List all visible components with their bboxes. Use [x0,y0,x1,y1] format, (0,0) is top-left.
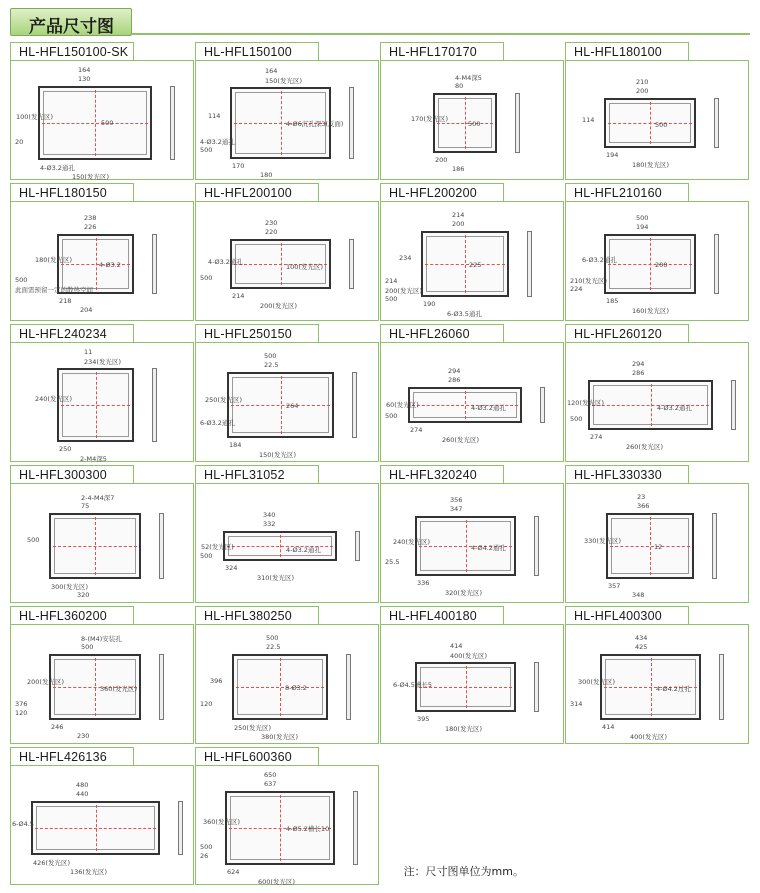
dimension-label: 此面需预留一定的散热空间 [15,286,93,294]
dimension-label: 348 [632,591,645,599]
dimension-label: 500 [200,552,213,560]
dimension-label: 114 [208,112,221,120]
dimension-label: 500 [101,119,114,127]
dimension-label: 400(发光区) [450,652,487,660]
dimension-label: 185 [606,297,619,305]
dimension-label: 500 [385,412,398,420]
panel-outline [49,513,141,579]
dimension-label: 294 [448,367,461,375]
model-tab [565,42,689,61]
side-profile [159,513,164,579]
side-profile [346,654,351,720]
model-tab [565,183,689,202]
panel-outline [57,368,134,442]
model-name: HL-HFL150100 [204,45,292,59]
dimension-label: 204 [80,306,93,314]
dimension-label: 150(发光区) [265,77,302,85]
dimension-label: 194 [636,223,649,231]
model-card [380,324,564,464]
dimension-label: 200 [435,156,448,164]
model-tab [565,606,689,625]
dimension-label: 310(发光区) [257,574,294,582]
dimension-label: 230 [77,732,90,740]
side-profile [170,86,175,160]
dimension-label: 120 [200,700,213,708]
side-profile [159,654,164,720]
dimension-label: 23 [637,493,646,501]
dimension-label: 238 [84,214,97,222]
dimension-label: 130 [78,75,91,83]
dimension-label: 380(发光区) [261,733,298,741]
model-tab [195,183,319,202]
dimension-label: 214 [232,292,245,300]
model-name: HL-HFL180100 [574,45,662,59]
model-card [565,324,749,464]
section-header [10,8,132,36]
side-profile [352,372,357,438]
model-tab [195,747,319,766]
model-card [10,324,194,464]
dimension-label: 4-Ø3.2通孔 [657,404,692,412]
units-note: 注：尺寸图单位为mm。 [403,865,524,878]
model-tab [10,324,134,343]
model-name: HL-HFL320240 [389,468,477,482]
dimension-label: 225 [469,261,482,269]
center-line-horizontal [61,405,130,406]
dimension-label: 4-Ø4.2通孔 [471,544,506,552]
dimension-label: 240(发光区) [35,395,72,403]
drawing-panel [565,624,749,744]
dimension-label: 330(发光区) [584,537,621,545]
dimension-label: 480 [76,781,89,789]
model-card [380,42,564,182]
drawing-panel [195,483,379,603]
model-name: HL-HFL31052 [204,468,285,482]
drawing-panel [195,201,379,321]
dimension-label: 500 [266,634,279,642]
side-profile [714,98,719,148]
drawing-panel [565,201,749,321]
dimension-label: 340 [263,511,276,519]
dimension-label: 150(发光区) [72,173,109,181]
drawing-panel [10,201,194,321]
dimension-label: 180(发光区) [632,161,669,169]
panel-outline [433,93,497,153]
dimension-label: 25.5 [385,558,400,566]
drawing-panel [380,342,564,462]
model-tab [380,465,504,484]
side-profile [353,791,358,865]
dimension-label: 75 [81,502,90,510]
dimension-label: 230 [265,219,278,227]
dimension-label: 200 [636,87,649,95]
dimension-label: 324 [225,564,238,572]
dimension-label: 400(发光区) [630,733,667,741]
model-name: HL-HFL240234 [19,327,107,341]
model-tab [380,606,504,625]
side-profile [527,231,532,297]
dimension-label: 500 [655,121,668,129]
dimension-label: 194 [606,151,619,159]
model-name: HL-HFL360200 [19,609,107,623]
panel-outline [227,372,334,438]
dimension-label: 6-Ø3.2通孔 [200,419,235,427]
drawing-panel [380,60,564,180]
dimension-label: 414 [602,723,615,731]
dimension-label: 250 [59,445,72,453]
dimension-label: 500 [200,843,213,851]
dimension-label: 120(发光区) [567,399,604,407]
center-line-horizontal [425,264,505,265]
dimension-label: 286 [448,376,461,384]
dimension-label: 8-(M4)安装孔 [81,635,122,643]
dimension-label: 210(发光区) [570,277,607,285]
dimension-label: 274 [590,433,603,441]
model-tab [195,324,319,343]
side-profile [540,387,545,423]
model-card [10,747,194,887]
dimension-label: 186 [452,165,465,173]
header-divider [130,33,750,35]
model-card [195,324,379,464]
side-profile [355,531,360,561]
dimension-label: 376 [15,700,28,708]
model-name: HL-HFL26060 [389,327,470,341]
dimension-label: 160(发光区) [632,307,669,315]
model-card [380,183,564,323]
model-card [565,606,749,746]
model-name: HL-HFL210160 [574,186,662,200]
model-tab [195,465,319,484]
dimension-label: 234(发光区) [84,358,121,366]
panel-outline [421,231,509,297]
side-profile [714,234,719,294]
dimension-label: 347 [450,505,463,513]
model-tab [565,324,689,343]
dimension-label: 624 [227,868,240,876]
model-name: HL-HFL600360 [204,750,292,764]
dimension-label: 4-Ø3.2通孔 [471,404,506,412]
dimension-label: 52(发光区) [201,543,234,551]
drawing-panel [10,765,194,885]
dimension-label: 360(发光区) [203,818,240,826]
dimension-label: 22.5 [266,643,281,651]
model-tab [10,747,134,766]
dimension-label: 294 [632,360,645,368]
dimension-label: 336 [417,579,430,587]
panel-outline [31,801,160,855]
dimension-label: 246 [51,723,64,731]
drawing-panel [195,765,379,885]
dimension-label: 250(发光区) [234,724,271,732]
dimension-label: 360(发光区) [100,685,137,693]
dimension-label: 4-Ø5.2槽长10 [286,825,330,833]
dimension-label: 12 [654,543,663,551]
center-line-horizontal [610,546,690,547]
model-card [195,183,379,323]
model-tab [380,183,504,202]
drawing-panel [565,483,749,603]
model-name: HL-HFL330330 [574,468,662,482]
dimension-label: 136(发光区) [70,868,107,876]
dimension-label: 224 [570,285,583,293]
center-line-horizontal [231,405,330,406]
dimension-label: 264 [286,402,299,410]
dimension-label: 500 [468,120,481,128]
dimension-label: 396 [210,677,223,685]
dimension-label: 4-Ø3.2 [99,261,121,269]
model-name: HL-HFL250150 [204,327,292,341]
side-profile [349,87,354,159]
dimension-label: 274 [410,426,423,434]
dimension-label: 366 [637,502,650,510]
side-profile [534,662,539,712]
dimension-label: 300(发光区) [578,678,615,686]
dimension-label: 200(发光区) [27,678,64,686]
model-card [565,183,749,323]
side-profile [178,801,183,855]
dimension-label: 500 [81,643,94,651]
model-card [10,606,194,746]
dimension-label: 4-Ø3.2通孔 [208,258,243,266]
model-tab [565,465,689,484]
side-profile [534,516,539,576]
center-line-horizontal [608,264,692,265]
dimension-label: 4-Ø3.2通孔 [200,138,235,146]
dimension-label: 226 [84,223,97,231]
drawing-panel [195,60,379,180]
dimension-label: 500 [636,214,649,222]
dimension-label: 320(发光区) [445,589,482,597]
dimension-label: 4-Ø3.2通孔 [286,546,321,554]
dimension-label: 4-Ø3.2通孔 [40,164,75,172]
dimension-label: 6-Ø3.2通孔 [582,256,617,264]
model-name: HL-HFL300300 [19,468,107,482]
side-profile [515,93,520,153]
dimension-label: 80 [455,82,464,90]
dimension-label: 184 [229,441,242,449]
dimension-label: 500 [15,276,28,284]
model-tab [195,42,319,61]
model-tab [195,606,319,625]
panel-outline [38,86,152,160]
model-card [10,465,194,605]
center-line-horizontal [42,123,148,124]
dimension-label: 220 [265,228,278,236]
drawing-panel [10,342,194,462]
dimension-label: 314 [570,700,583,708]
model-name: HL-HFL200200 [389,186,477,200]
center-line-horizontal [236,687,324,688]
dimension-label: 180 [260,171,273,179]
dimension-label: 600(发光区) [258,878,295,886]
dimension-label: 500 [385,295,398,303]
model-name: HL-HFL426136 [19,750,107,764]
model-card [195,42,379,182]
drawing-panel [565,342,749,462]
drawing-panel [10,624,194,744]
panel-outline [604,234,696,294]
model-name: HL-HFL180150 [19,186,107,200]
dimension-label: 20 [15,138,24,146]
model-name: HL-HFL400180 [389,609,477,623]
dimension-label: 2-M4深5 [80,455,107,463]
model-name: HL-HFL170170 [389,45,477,59]
dimension-label: 320 [77,591,90,599]
dimension-label: 218 [59,297,72,305]
dimension-label: 214 [385,277,398,285]
model-card [565,465,749,605]
dimension-label: 500 [264,352,277,360]
dimension-label: 260(发光区) [626,443,663,451]
drawing-panel [565,60,749,180]
drawing-panel [380,483,564,603]
dimension-label: 286 [632,369,645,377]
dimension-label: 4-Ø6沉孔深3(反面) [286,120,344,128]
model-card [10,183,194,323]
dimension-label: 6-Ø3.5通孔 [447,310,482,318]
dimension-label: 357 [608,582,621,590]
dimension-label: 210 [636,78,649,86]
dimension-label: 114 [582,116,595,124]
dimension-label: 4-Ø4.2过孔 [656,685,691,693]
dimension-label: 170(发光区) [411,115,448,123]
model-card [380,465,564,605]
dimension-label: 100(发光区) [16,113,53,121]
panel-outline [588,380,713,430]
dimension-label: 8-Ø3.2 [285,684,307,692]
dimension-label: 300(发光区) [51,583,88,591]
center-line-horizontal [35,828,156,829]
dimension-label: 180(发光区) [445,725,482,733]
dimension-label: 434 [635,634,648,642]
dimension-label: 500 [200,146,213,154]
dimension-label: 650 [264,771,277,779]
dimension-label: 2-4-M4深7 [81,494,115,502]
drawing-panel [10,60,194,180]
dimension-label: 170 [232,162,245,170]
dimension-label: 164 [265,67,278,75]
drawing-panel [380,201,564,321]
dimension-label: 200 [452,220,465,228]
model-name: HL-HFL400300 [574,609,662,623]
model-name: HL-HFL150100-SK [19,45,129,59]
dimension-label: 240(发光区) [393,538,430,546]
dimension-label: 500 [27,536,40,544]
drawing-panel [195,624,379,744]
dimension-label: 425 [635,643,648,651]
dimension-label: 426(发光区) [33,859,70,867]
dimension-label: 6-Ø4.5槽长5 [393,681,433,689]
drawing-panel [380,624,564,744]
dimension-label: 637 [264,780,277,788]
dimension-label: 260(发光区) [442,436,479,444]
section-title: 产品尺寸图 [29,17,114,37]
dimension-label: 414 [450,642,463,650]
side-profile [152,368,157,442]
center-line-horizontal [419,687,512,688]
dimension-label: 180(发光区) [35,256,72,264]
panel-outline [604,98,696,148]
dimension-label: 190 [423,300,436,308]
dimension-label: 22.5 [264,361,279,369]
model-card [195,606,379,746]
dimension-label: 200(发光区) [260,302,297,310]
dimension-label: 440 [76,790,89,798]
center-line-horizontal [437,123,493,124]
dimension-label: 356 [450,496,463,504]
center-line-horizontal [53,546,137,547]
model-tab [10,42,134,61]
dimension-label: 395 [417,715,430,723]
side-profile [349,239,354,289]
dimension-label: 150(发光区) [259,451,296,459]
model-name: HL-HFL200100 [204,186,292,200]
model-tab [10,183,134,202]
model-card [195,465,379,605]
dimension-label: 332 [263,520,276,528]
drawing-panel [10,483,194,603]
center-line-horizontal [608,123,692,124]
model-tab [380,42,504,61]
dimension-label: 500 [570,415,583,423]
dimension-label: 4-M4深5 [455,74,482,82]
dimension-label: 200 [655,261,668,269]
dimension-label: 500 [200,274,213,282]
panel-outline [606,513,694,579]
model-card [10,42,194,182]
drawing-panel [195,342,379,462]
dimension-label: 100(发光区) [286,263,323,271]
model-card [380,606,564,746]
dimension-label: 6-Ø4.5 [12,820,34,828]
model-name: HL-HFL380250 [204,609,292,623]
dimension-label: 60(发光区) [386,401,419,409]
model-tab [10,465,134,484]
dimension-label: 214 [452,211,465,219]
dimension-label: 200(发光区) [385,287,422,295]
side-profile [152,234,157,294]
side-profile [719,654,724,720]
model-card [565,42,749,182]
dimension-label: 11 [84,348,93,356]
dimension-label: 250(发光区) [205,396,242,404]
side-profile [712,513,717,579]
side-profile [731,380,736,430]
dimension-label: 26 [200,852,209,860]
dimension-label: 234 [399,254,412,262]
model-tab [380,324,504,343]
model-tab [10,606,134,625]
model-name: HL-HFL260120 [574,327,662,341]
model-card [195,747,379,887]
panel-outline [232,654,328,720]
dimension-label: 120 [15,709,28,717]
dimension-label: 164 [78,66,91,74]
